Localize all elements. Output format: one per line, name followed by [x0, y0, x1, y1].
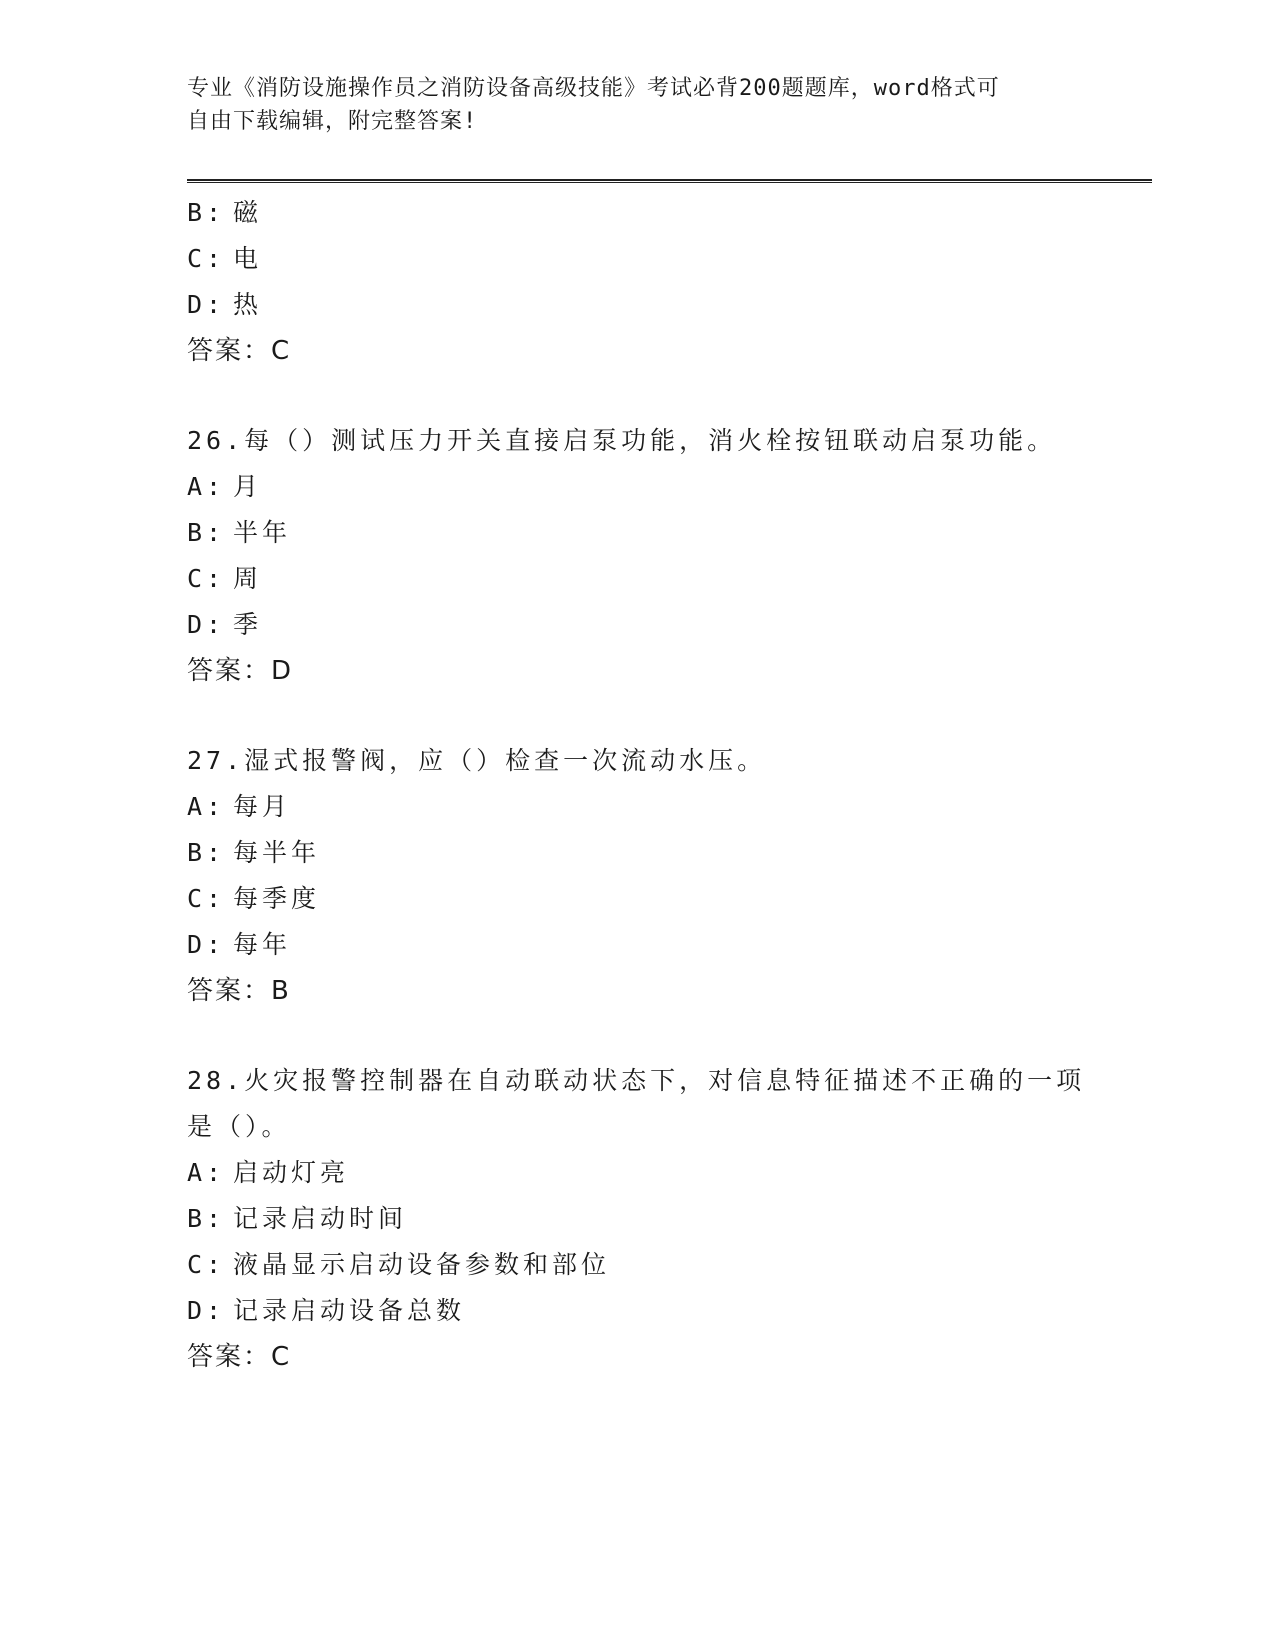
answer-line: 答案：C	[187, 336, 292, 366]
option-letter: A:	[187, 792, 226, 821]
option-letter: B:	[187, 518, 226, 547]
answer-line: 答案：B	[187, 976, 291, 1006]
option-letter: B:	[187, 1204, 226, 1233]
option-a	[187, 1150, 1087, 1196]
question-28-line-2: 是（）。	[187, 1112, 291, 1141]
answer-line: 答案：D	[187, 656, 294, 686]
header-divider	[187, 179, 1152, 183]
option-letter: B:	[187, 838, 226, 867]
option-text: 每季度	[233, 884, 321, 913]
option-letter: C:	[187, 1250, 226, 1279]
option-text: 每半年	[233, 838, 321, 867]
option-text: 每年	[233, 930, 292, 959]
option-c	[187, 236, 1087, 282]
option-text: 磁	[233, 198, 263, 227]
option-b	[187, 1196, 1087, 1242]
option-d	[187, 922, 1087, 968]
option-d	[187, 602, 1087, 648]
option-text: 记录启动时间	[233, 1204, 408, 1233]
spacer	[187, 1014, 1087, 1058]
option-c	[187, 1242, 1087, 1288]
option-a	[187, 784, 1087, 830]
question-content	[187, 190, 1087, 1380]
option-letter: C:	[187, 884, 226, 913]
option-d	[187, 1288, 1087, 1334]
option-letter: D:	[187, 1296, 226, 1325]
answer-line: 答案：C	[187, 1342, 292, 1372]
spacer	[187, 694, 1087, 738]
option-letter: C:	[187, 564, 226, 593]
option-text: 周	[233, 564, 263, 593]
spacer	[187, 374, 1087, 418]
header-line-2: 自由下载编辑，附完整答案!	[187, 109, 478, 134]
option-text: 液晶显示启动设备参数和部位	[233, 1250, 611, 1279]
option-a	[187, 464, 1087, 510]
option-letter: B:	[187, 198, 226, 227]
option-letter: D:	[187, 930, 226, 959]
option-b	[187, 510, 1087, 556]
option-text: 记录启动设备总数	[233, 1296, 466, 1325]
option-c	[187, 556, 1087, 602]
option-text: 月	[233, 472, 263, 501]
option-b	[187, 190, 1087, 236]
option-text: 半年	[233, 518, 292, 547]
question-27: 27.湿式报警阀，应（）检查一次流动水压。	[187, 746, 767, 775]
option-b	[187, 830, 1087, 876]
question-26: 26.每（）测试压力开关直接启泵功能，消火栓按钮联动启泵功能。	[187, 426, 1057, 455]
question-28-line-1: 28.火灾报警控制器在自动联动状态下，对信息特征描述不正确的一项	[187, 1066, 1086, 1095]
option-c	[187, 876, 1087, 922]
option-text: 季	[233, 610, 263, 639]
option-text: 每月	[233, 792, 292, 821]
option-letter: D:	[187, 610, 226, 639]
document-header	[187, 72, 1087, 138]
option-text: 电	[233, 244, 263, 273]
option-letter: A:	[187, 472, 226, 501]
option-text: 启动灯亮	[233, 1158, 350, 1187]
option-letter: A:	[187, 1158, 226, 1187]
option-text: 热	[233, 290, 263, 319]
option-letter: D:	[187, 290, 226, 319]
header-line-1: 专业《消防设施操作员之消防设备高级技能》考试必背200题题库，word格式可	[187, 76, 1000, 101]
option-d	[187, 282, 1087, 328]
option-letter: C:	[187, 244, 226, 273]
